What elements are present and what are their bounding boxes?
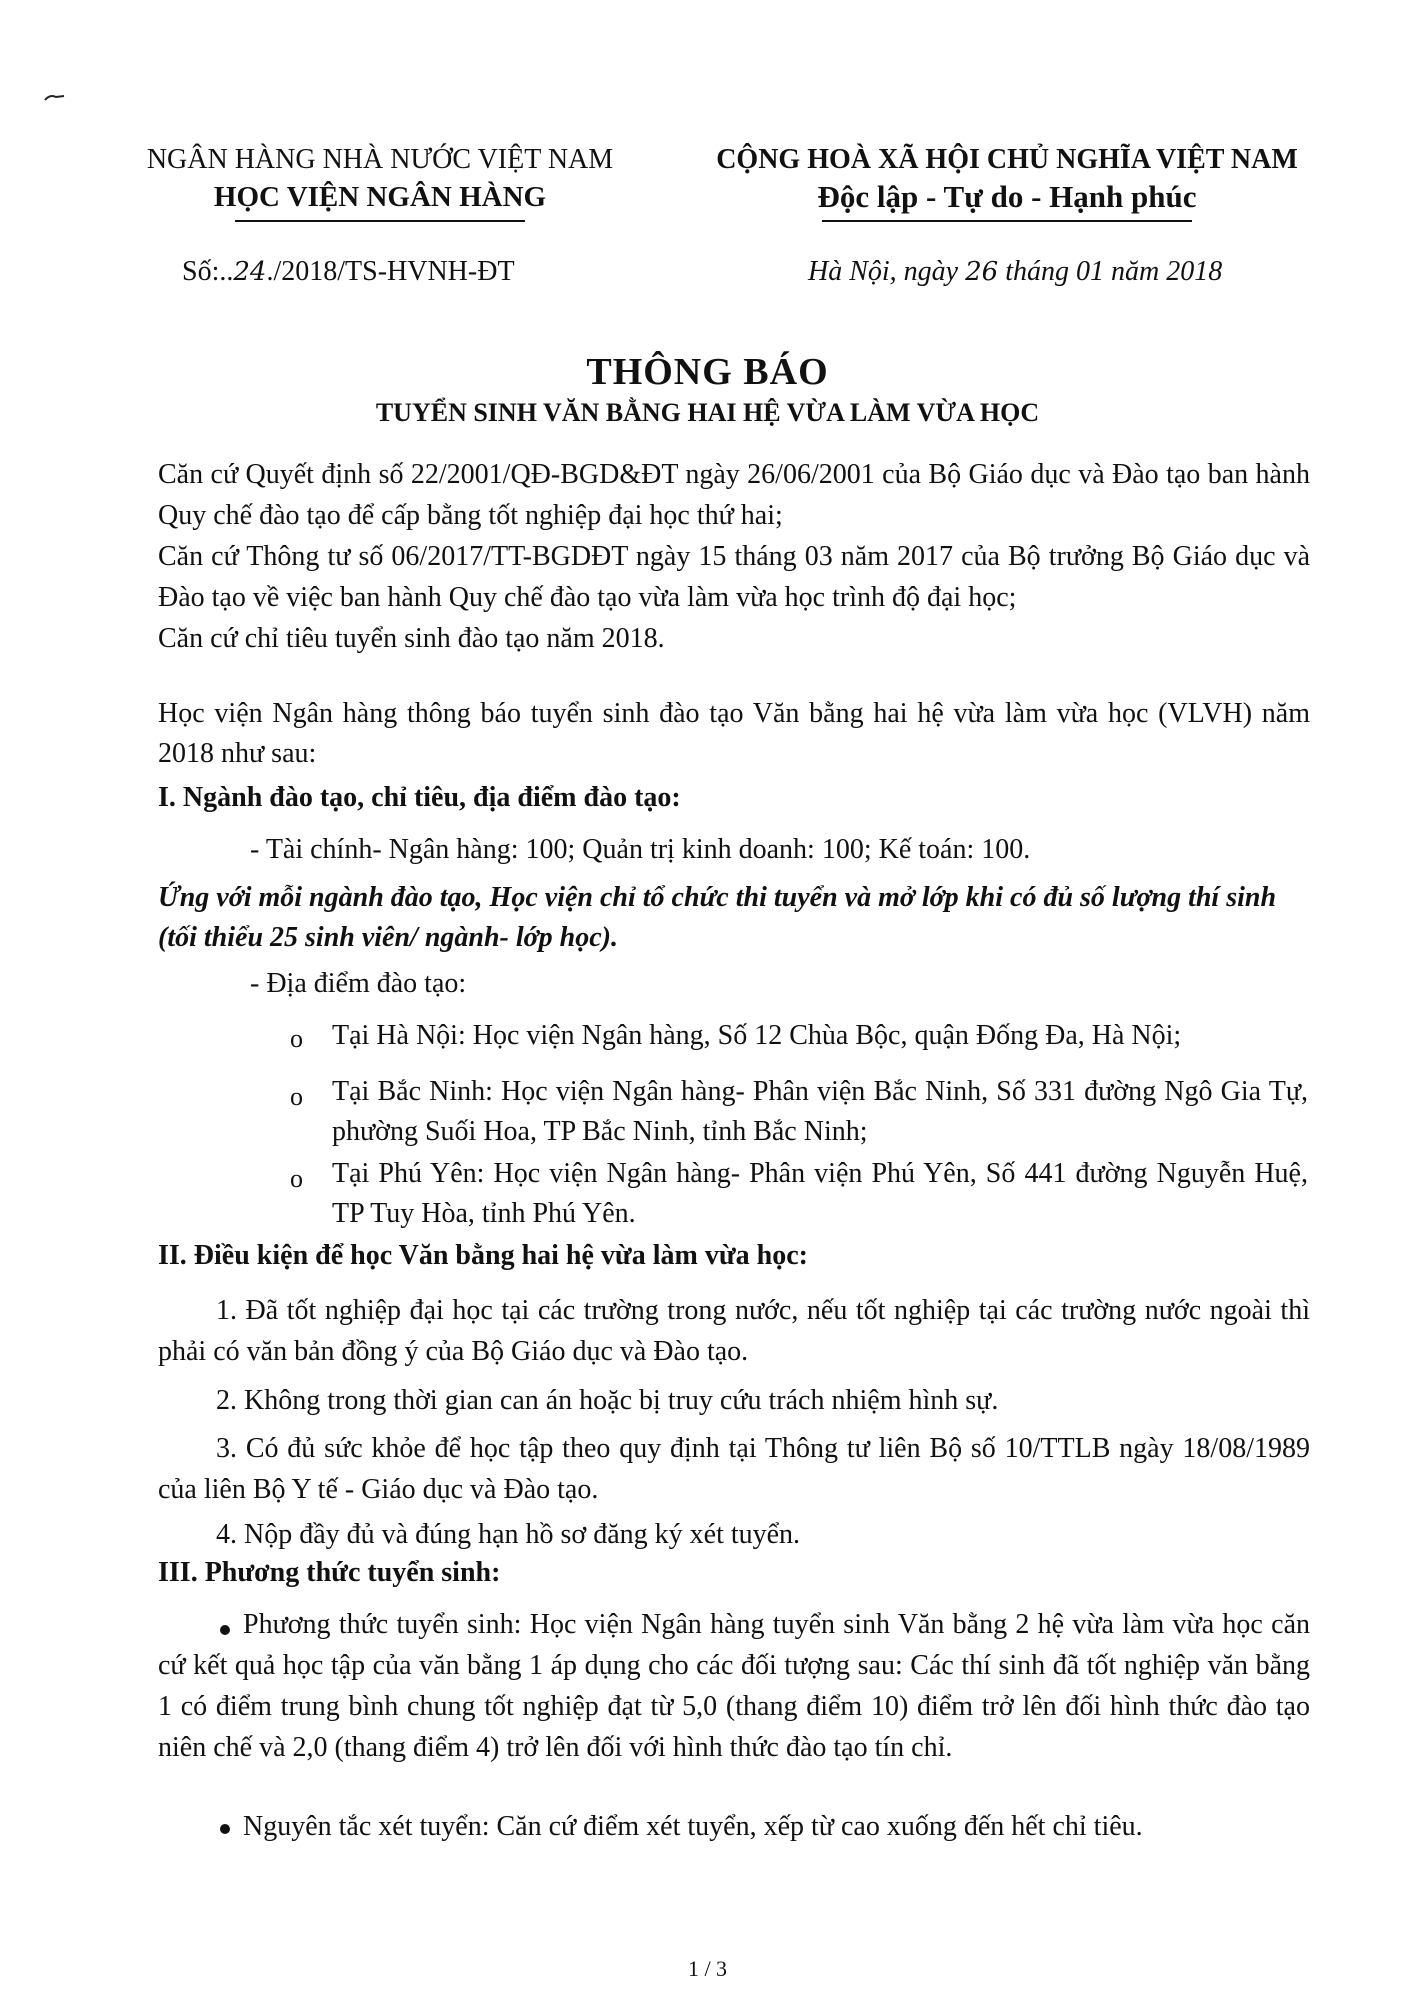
document-number bbox=[182, 256, 515, 288]
header-left bbox=[120, 142, 640, 222]
method-item: Phương thức tuyển sinh: Học viện Ngân hàng tuyển sinh Văn bằng 2 hệ vừa làm vừa học căn cứ kết quả học tập của văn bằng 1 áp dụng cho các đối tượng sau: Các thí sinh đã tốt nghiệp văn bằng 1 có điểm trung bình chung tốt nghiệp đạt từ 5,0 (thang điểm 10) điểm trở lên đối hình thức đào tạo niên chế và 2,0 (thang điểm 4) trở lên đối với hình thức đào tạo tín chỉ. bbox=[158, 1609, 1310, 1763]
document-subtitle: TUYỂN SINH VĂN BẰNG HAI HỆ VỪA LÀM VỪA HỌC bbox=[375, 398, 1040, 427]
locations-label: - Địa điểm đào tạo: bbox=[250, 968, 467, 999]
date-prefix: Hà Nội, ngày bbox=[808, 256, 966, 287]
header-right-rule bbox=[822, 220, 1192, 222]
document-number-prefix: Số:.. bbox=[182, 256, 234, 287]
header-left-rule bbox=[235, 220, 525, 222]
circle-bullet-icon: o bbox=[290, 1082, 303, 1111]
header-right bbox=[712, 142, 1302, 222]
condition-item: 1. Đã tốt nghiệp đại học tại các trường trong nước, nếu tốt nghiệp tại các trường nước ngoài thì phải có văn bản đồng ý của Bộ Giáo dục và Đào tạo. bbox=[158, 1295, 1310, 1367]
condition-item: 4. Nộp đầy đủ và đúng hạn hồ sơ đăng ký xét tuyển. bbox=[216, 1519, 801, 1550]
location-item: Tại Bắc Ninh: Học viện Ngân hàng- Phân viện Bắc Ninh, Số 331 đường Ngô Gia Tự, phường Suối Hoa, TP Bắc Ninh, tỉnh Bắc Ninh; bbox=[332, 1076, 1308, 1147]
quota-line: - Tài chính- Ngân hàng: 100; Quản trị kinh doanh: 100; Kế toán: 100. bbox=[250, 834, 1031, 865]
location-item: Tại Phú Yên: Học viện Ngân hàng- Phân viện Phú Yên, Số 441 đường Nguyễn Huệ, TP Tuy Hòa, tỉnh Phú Yên. bbox=[332, 1158, 1308, 1229]
agency-name: NGÂN HÀNG NHÀ NƯỚC VIỆT NAM bbox=[146, 144, 614, 175]
basis-paragraph: Căn cứ Quyết định số 22/2001/QĐ-BGD&ĐT ngày 26/06/2001 của Bộ Giáo dục và Đào tạo ban hành Quy chế đào tạo để cấp bằng tốt nghiệp đại học thứ hai; bbox=[158, 459, 1310, 531]
basis-paragraph: Căn cứ chỉ tiêu tuyển sinh đào tạo năm 2018. bbox=[158, 623, 665, 654]
document-number-suffix: ./2018/TS-HVNH-ĐT bbox=[266, 256, 515, 287]
location-item: Tại Hà Nội: Học viện Ngân hàng, Số 12 Chùa Bộc, quận Đống Đa, Hà Nội; bbox=[332, 1020, 1182, 1051]
quota-note: Ứng với mỗi ngành đào tạo, Học viện chỉ tổ chức thi tuyển và mở lớp khi có đủ số lượng thí sinh (tối thiểu 25 sinh viên/ ngành- lớp học). bbox=[158, 882, 1277, 953]
section-2-heading: II. Điều kiện để học Văn bằng hai hệ vừa làm vừa học: bbox=[158, 1240, 808, 1271]
intro-text: Học viện Ngân hàng thông báo tuyển sinh đào tạo Văn bằng hai hệ vừa làm vừa học (VLVH) năm 2018 như sau: bbox=[158, 698, 1310, 769]
condition-item: 3. Có đủ sức khỏe để học tập theo quy định tại Thông tư liên Bộ số 10/TTLB ngày 18/08/1989 của liên Bộ Y tế - Giáo dục và Đào tạo. bbox=[158, 1433, 1310, 1505]
date-day-handwritten: 26 bbox=[965, 257, 999, 287]
document-number-handwritten: 24 bbox=[233, 257, 267, 287]
legal-basis bbox=[158, 454, 1310, 659]
circle-bullet-icon: o bbox=[290, 1024, 303, 1053]
date-suffix: tháng 01 năm 2018 bbox=[998, 256, 1223, 287]
section-3-heading: III. Phương thức tuyển sinh: bbox=[158, 1557, 501, 1588]
method-item: Nguyên tắc xét tuyển: Căn cứ điểm xét tuyển, xếp từ cao xuống đến hết chỉ tiêu. bbox=[243, 1811, 1143, 1842]
institution-name: HỌC VIỆN NGÂN HÀNG bbox=[213, 181, 547, 213]
circle-bullet-icon: o bbox=[290, 1164, 303, 1193]
condition-item: 2. Không trong thời gian can án hoặc bị truy cứu trách nhiệm hình sự. bbox=[216, 1385, 999, 1416]
document-title: THÔNG BÁO bbox=[586, 351, 829, 393]
basis-paragraph: Căn cứ Thông tư số 06/2017/TT-BGDĐT ngày 15 tháng 03 năm 2017 của Bộ trưởng Bộ Giáo dục và Đào tạo về việc ban hành Quy chế đào tạo vừa làm vừa học trình độ đại học; bbox=[158, 541, 1310, 613]
document-date bbox=[808, 256, 1222, 288]
section-1-heading: I. Ngành đào tạo, chỉ tiêu, địa điểm đào tạo: bbox=[158, 782, 681, 813]
scan-mark-icon bbox=[44, 92, 66, 102]
page-number: 1 / 3 bbox=[687, 1956, 728, 1981]
national-motto: Độc lập - Tự do - Hạnh phúc bbox=[817, 179, 1197, 214]
intro-paragraph bbox=[158, 694, 1310, 774]
country-name: CỘNG HOÀ XÃ HỘI CHỦ NGHĨA VIỆT NAM bbox=[716, 144, 1298, 175]
